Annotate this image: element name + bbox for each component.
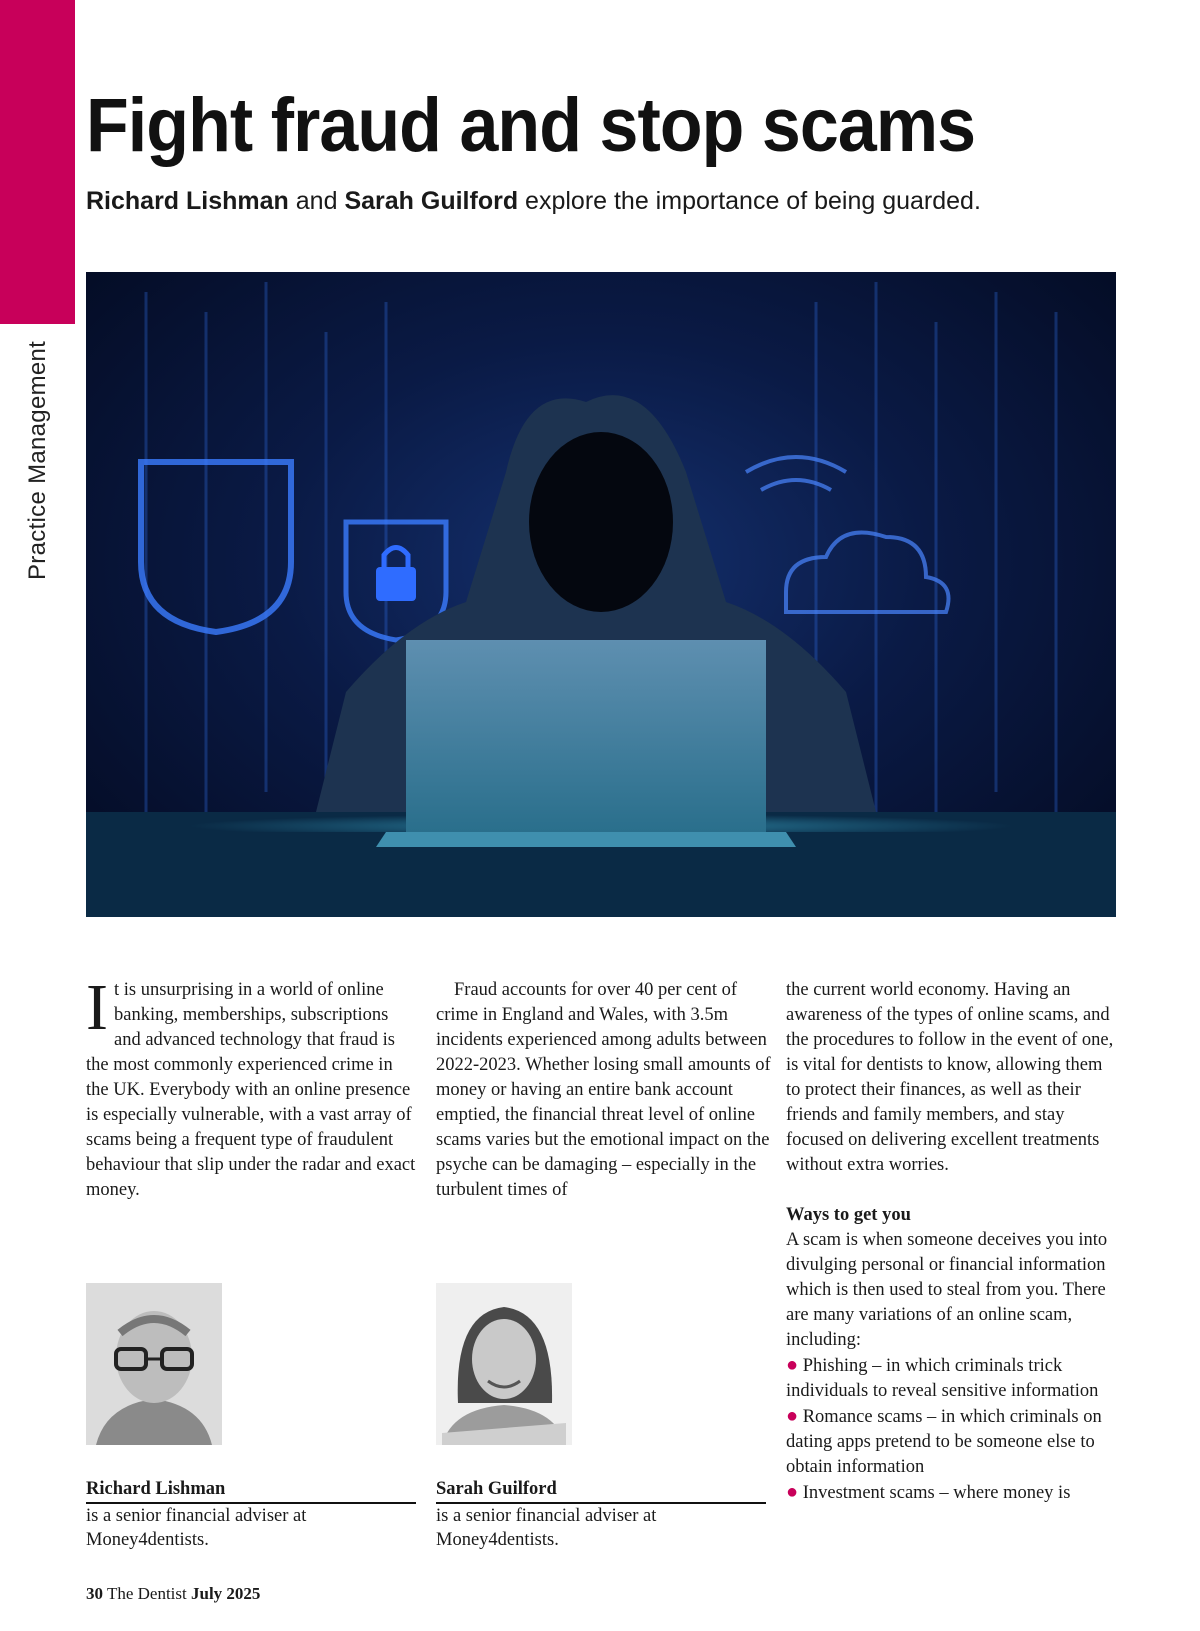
standfirst xyxy=(86,187,981,216)
page-footer xyxy=(86,1584,260,1604)
hero-image xyxy=(86,272,1116,917)
bio-name: Richard Lishman xyxy=(86,1477,416,1504)
bullet-item: ● Romance scams – in which criminals on dating apps pretend to be someone else to obtain information xyxy=(786,1405,1102,1477)
page-number: 30 xyxy=(86,1584,103,1603)
column3-text: the current world economy. Having an awareness of the types of online scams, and the procedures to follow in the event of one, is vital for dentists to know, allowing them to protect their finances, as well as their friends and family members, and stay focused on delivering excellent treatments without extra worries. xyxy=(786,980,1114,1175)
article-column-1 xyxy=(86,971,416,1203)
section-label: Practice Management xyxy=(24,340,51,580)
author-bio-2 xyxy=(436,1477,766,1552)
column2-text: Fraud accounts for over 40 per cent of crime in England and Wales, with 3.5m incidents experienced among adults between 2022-2023. Whether losing small amounts of money or having an entire bank account emptied, the financial threat level of online scams varies but the emotional impact on the psyche can be damaging – especially in the turbulent times of xyxy=(436,980,771,1200)
magazine-name: The Dentist xyxy=(106,1584,187,1603)
column3-intro: A scam is when someone deceives you into divulging personal or financial information which is then used to steal from you. There are many variations of an online scam, including: xyxy=(786,1230,1108,1350)
author-name-2: Sarah Guilford xyxy=(344,187,519,215)
hooded-hacker-laptop-icon xyxy=(86,272,1116,917)
bio-role: is a senior financial adviser at Money4dentists. xyxy=(436,1506,657,1550)
bio-name: Sarah Guilford xyxy=(436,1477,766,1504)
portrait-man-icon xyxy=(86,1283,222,1445)
article-column-2 xyxy=(436,978,771,1203)
issue-date: July 2025 xyxy=(191,1584,261,1603)
author-bio-1 xyxy=(86,1477,416,1552)
bullet-dot-icon: ● xyxy=(786,1405,799,1427)
article-title: Fight fraud and stop scams xyxy=(86,83,976,168)
author-name-1: Richard Lishman xyxy=(86,187,289,215)
bio-role: is a senior financial adviser at Money4dentists. xyxy=(86,1506,307,1550)
portrait-woman-icon xyxy=(436,1283,572,1445)
author-photo-2 xyxy=(436,1283,572,1445)
bullet-dot-icon: ● xyxy=(786,1481,799,1503)
column1-text: t is unsurprising in a world of online banking, memberships, subscriptions and advanced technology that fraud is the most commonly experienced crime in the UK. Everybody with an online presence is especially vulnerable, with a vast array of scams being a frequent type of fraudulent behaviour that slip under the radar and exact money. xyxy=(86,980,416,1200)
bullet-item: ● Investment scams – where money is xyxy=(786,1481,1071,1503)
bullet-item: ● Phishing – in which criminals trick individuals to reveal sensitive information xyxy=(786,1354,1099,1401)
author-photo-1 xyxy=(86,1283,222,1445)
standfirst-text: explore the importance of being guarded. xyxy=(525,187,981,215)
article-column-3 xyxy=(786,978,1121,1506)
section-accent-bar xyxy=(0,0,75,324)
drop-cap: I xyxy=(86,971,108,1044)
bullet-dot-icon: ● xyxy=(786,1354,799,1376)
standfirst-and: and xyxy=(295,187,338,215)
subheading: Ways to get you xyxy=(786,1205,911,1225)
